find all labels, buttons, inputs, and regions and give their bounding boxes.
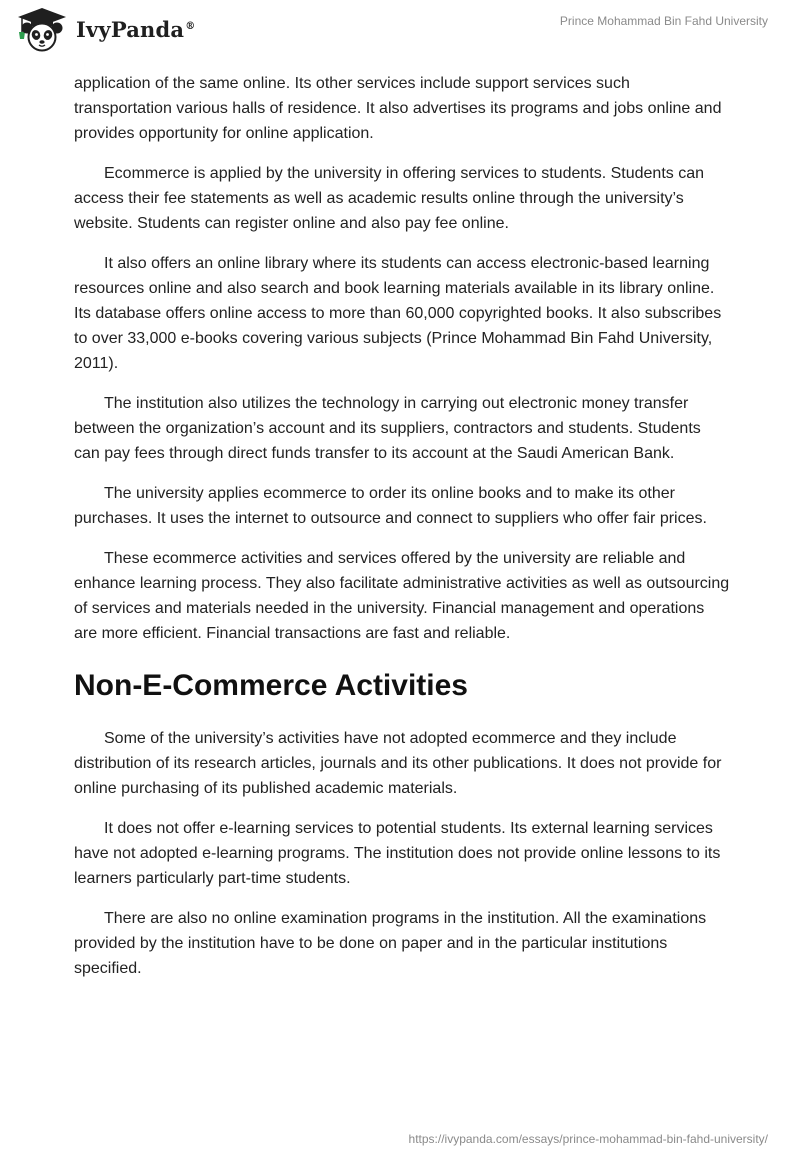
paragraph: The university applies ecommerce to order its online books and to make its other purchases. It uses the internet to outsource and connect to suppliers who offer fair prices. xyxy=(74,485,707,527)
paragraph: Some of the university’s activities have not adopted ecommerce and they include distribution of its research articles, journals and its other publications. It does not provide for online purchasing of its published academic materials. xyxy=(74,730,722,797)
paragraph: There are also no online examination programs in the institution. All the examinations provided by the institution have to be done on paper and in the particular institutions specified. xyxy=(74,910,707,977)
paragraph: It also offers an online library where its students can access electronic-based learning resources online and also search and book learning materials available in its library online. Its database offers online access to more than 60,000 copyrighted books. It also subscribes to over 33,000 e-books covering various subjects (Prince Mohammad Bin Fahd University, 2011). xyxy=(74,255,722,372)
source-url-link[interactable]: https://ivypanda.com/essays/prince-mohammad-bin-fahd-university/ xyxy=(408,1132,768,1146)
paragraph: Ecommerce is applied by the university in offering services to students. Students can access their fee statements as well as academic results online through the university’s website. Students can register online and also pay fee online. xyxy=(74,165,705,232)
paragraph: These ecommerce activities and services offered by the university are reliable and enhance learning process. They also facilitate administrative activities as well as outsourcing of services and materials needed in the university. Financial management and operations are more efficient. Financial transactions are fast and reliable. xyxy=(74,550,730,642)
paragraph: application of the same online. Its other services include support services such transportation various halls of residence. It also advertises its programs and jobs online and provides opportunity for online application. xyxy=(74,75,722,142)
brand-logo[interactable] xyxy=(14,6,195,52)
brand-name: IvyPanda® xyxy=(76,16,196,42)
paragraph: It does not offer e-learning services to potential students. Its external learning services have not adopted e-learning programs. The institution does not provide online lessons to its learners particularly part-time students. xyxy=(74,820,721,887)
document-title: Prince Mohammad Bin Fahd University xyxy=(559,14,768,28)
essay-content xyxy=(74,71,730,996)
paragraph: The institution also utilizes the technology in carrying out electronic money transfer between the organization’s account and its suppliers, contractors and students. Students can pay fees through direct funds transfer to its account at the Saudi American Bank. xyxy=(74,395,701,462)
section-heading: Non-E-Commerce Activities xyxy=(74,669,468,702)
panda-graduation-icon xyxy=(14,6,70,52)
